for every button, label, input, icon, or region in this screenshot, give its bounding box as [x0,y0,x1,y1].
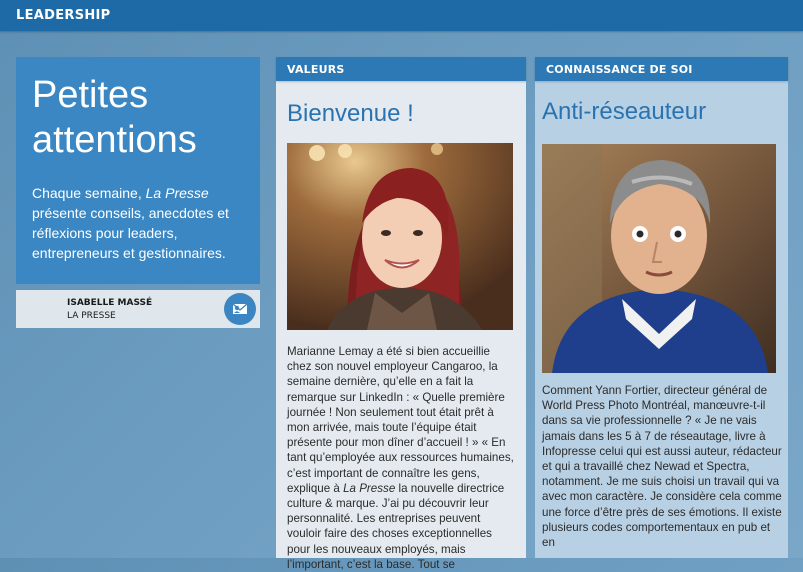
section-title: LEADERSHIP [16,8,111,23]
article-card-connaissance-de-soi[interactable] [535,57,788,558]
article-body: Comment Yann Fortier, directeur général de World Press Photo Montréal, manœuvre-t-il dans sa vie professionnelle ? « Je ne vais jamais dans les 5 à 7 de réseautage, livre à Infopresse celui qui est aussi auteur, rédacteur et qui a travaillé chez Newad et Spectra, notamment. Je me suis choisi un travail qui va avec mon caractère. Je considère cela comme une force d’être près de ses émotions. Il existe plusieurs codes comportementaux en pub et en [542,384,782,550]
body-part-1: Marianne Lemay a été si bien accueillie chez son nouvel employeur Cangaroo, la semaine dernière, qu’elle en a fait la remarque sur LinkedIn : « Quelle première journée ! Non seulement tout était prêt à mon arrivée, mais toute l’équipe était présente pour mon dîner d’accueil ! » « En tant qu’employée aux ressources humaines, c’est important de connaître les gens, explique à [287,345,514,495]
desc-after: présente conseils, anecdotes et réflexions pour leaders, entrepreneurs et gestionnaires. [32,205,229,261]
article-body [287,344,517,572]
desc-before: Chaque semaine, [32,185,146,201]
intro-description [32,183,254,263]
intro-panel [16,57,260,284]
article-headline[interactable]: Bienvenue ! [287,100,414,127]
byline [16,290,260,328]
category-label: CONNAISSANCE DE SOI [546,63,693,76]
author-name: ISABELLE MASSÉ [67,298,153,308]
page-title: Petites attentions [32,74,197,161]
category-tag [276,57,526,81]
category-tag [535,57,788,81]
author-organization: LA PRESSE [67,311,116,321]
desc-italic: La Presse [145,185,209,201]
top-bar [0,0,803,31]
portrait-photo [542,144,776,373]
portrait-photo [287,143,513,330]
category-label: VALEURS [287,63,345,76]
body-part-2: la nouvelle directrice culture & marque. J’ai pu découvrir leur personnalité. Les entreprises peuvent vouloir faire des choses exceptionnelles pour les nouveaux employés, mais l’important, c’est la base. Tout se [287,481,505,571]
email-contact-icon[interactable] [224,293,256,325]
article-card-valeurs[interactable] [276,57,526,571]
body-italic: La Presse [343,481,396,495]
article-headline[interactable]: Anti-réseauteur [542,98,707,125]
